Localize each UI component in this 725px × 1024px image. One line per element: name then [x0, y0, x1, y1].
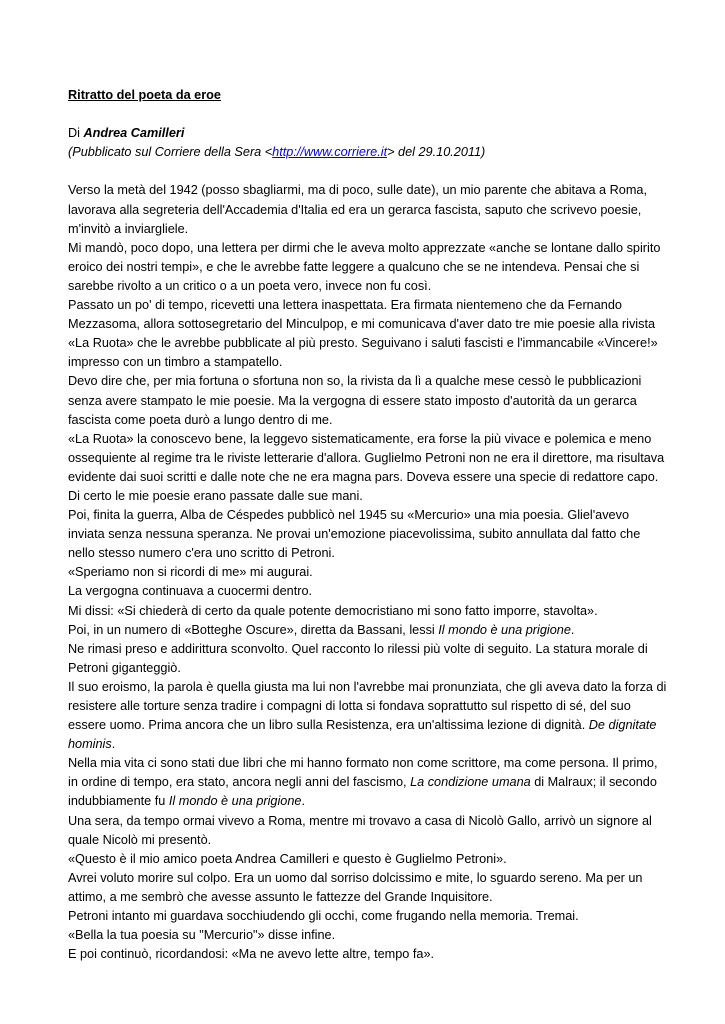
- paragraph-text: Ne rimasi preso e addirittura sconvolto. Quel racconto lo rilessi più volte di seguito. La statura morale di Petroni giganteggiò.: [68, 641, 648, 675]
- paragraph-text: Poi, finita la guerra, Alba de Céspedes pubblicò nel 1945 su «Mercurio» una mia poesia. Gliel'avevo inviata senza nessuna speranza. Ne provai un'emozione piacevolissima, subito annullata dal fatto che nello stesso numero c'era uno scritto di Petroni.: [68, 508, 641, 561]
- spacer: [68, 162, 668, 181]
- body-paragraph: [68, 506, 668, 563]
- body-paragraph: [68, 372, 668, 429]
- body-paragraph: [68, 926, 668, 945]
- body-paragraph: [68, 582, 668, 601]
- spacer: [68, 105, 668, 124]
- paragraph-text: «Bella la tua poesia su "Mercurio"» disse infine.: [68, 928, 336, 943]
- italic-title: Il mondo è una prigione: [438, 622, 571, 637]
- body-paragraph: [68, 621, 668, 640]
- paragraph-text: .: [111, 737, 116, 752]
- paragraph-text: «Questo è il mio amico poeta Andrea Camilleri e questo è Guglielmo Petroni».: [68, 851, 507, 866]
- paragraph-text: Verso la metà del 1942 (posso sbagliarmi, ma di poco, sulle date), un mio parente che abitava a Roma, lavorava alla segreteria dell'Accademia d'Italia ed era un gerarca fascista, saputo che scrivevo poesie, m'invitò a inviargliele.: [68, 183, 648, 236]
- body-paragraph: [68, 678, 668, 754]
- body-paragraph: [68, 181, 668, 238]
- paragraph-text: Mi dissi: «Si chiederà di certo da quale potente democristiano mi sono fatto imporre, stavolta».: [68, 603, 598, 618]
- body-paragraph: [68, 430, 668, 506]
- paragraph-text: Mi mandò, poco dopo, una lettera per dirmi che le aveva molto apprezzate «anche se lontane dallo spirito eroico dei nostri tempi», e che le avrebbe fatte leggere a qualcuno che se ne intendeva. Pensai che si sarebbe rivolto a un critico o a un poeta vero, invece non fu così.: [68, 240, 661, 293]
- italic-title: La condizione umana: [410, 775, 531, 790]
- document-page: [68, 86, 668, 964]
- body-paragraph: [68, 869, 668, 907]
- body-paragraph: [68, 754, 668, 811]
- paragraph-text: Una sera, da tempo ormai vivevo a Roma, mentre mi trovavo a casa di Nicolò Gallo, arrivò un signore al quale Nicolò mi presentò.: [68, 813, 652, 847]
- paragraph-text: .: [570, 622, 575, 637]
- body-paragraph: [68, 812, 668, 850]
- source-link[interactable]: http://www.corriere.it: [272, 145, 388, 160]
- author-name: Andrea Camilleri: [83, 126, 185, 141]
- byline: [68, 124, 668, 143]
- body-paragraph: [68, 296, 668, 372]
- body-paragraph: [68, 640, 668, 678]
- paragraph-text: Il suo eroismo, la parola è quella giusta ma lui non l'avrebbe mai pronunziata, che gli aveva dato la forza di resistere alle torture senza tradire i compagni di lotta si fondava soprattutto sul rispetto di sé, del suo essere uomo. Prima ancora che un libro sulla Resistenza, era un'altissima lezione di dignità.: [68, 679, 667, 733]
- body-paragraph: [68, 602, 668, 621]
- paragraph-text: «La Ruota» la conoscevo bene, la leggevo sistematicamente, era forse la più vivace e polemica e meno ossequiente al regime tra le riviste letterarie d'allora. Guglielmo Petroni non ne era il direttore, ma risultava evidente dai suoi scritti e dalle note che ne era magna pars. Doveva essere una specie di redattore capo. Di certo le mie poesie erano passate dalle sue mani.: [68, 431, 665, 503]
- paragraph-text: La vergogna continuava a cuocermi dentro.: [68, 584, 313, 599]
- paragraph-text: Petroni intanto mi guardava socchiudendo gli occhi, come frugando nella memoria. Tremai.: [68, 909, 579, 924]
- paragraph-text: Poi, in un numero di «Botteghe Oscure», diretta da Bassani, lessi: [68, 622, 439, 637]
- paragraph-text: di Malraux; il secondo indubbiamente fu: [68, 775, 657, 809]
- paragraph-text: Devo dire che, per mia fortuna o sfortuna non so, la rivista da lì a qualche mese cessò le pubblicazioni senza avere stampato le mie poesie. Ma la vergogna di essere stato imposto d'autorità da un gerarca fascista come poeta durò a lungo dentro di me.: [68, 374, 642, 427]
- paragraph-text: Nella mia vita ci sono stati due libri che mi hanno formato non come scrittore, ma come persona. Il primo, in ordine di tempo, era stato, ancora negli anni del fascismo,: [68, 756, 658, 790]
- byline-prefix: Di: [68, 126, 84, 141]
- italic-title: Il mondo è una prigione: [168, 794, 302, 809]
- publication-after: > del 29.10.2011): [387, 145, 486, 160]
- body-paragraph: [68, 907, 668, 926]
- body-paragraph: [68, 945, 668, 964]
- publication-before: (Pubblicato sul Corriere della Sera <: [68, 145, 273, 160]
- paragraph-text: .: [301, 794, 306, 809]
- body-paragraph: [68, 239, 668, 296]
- article-body: [68, 181, 668, 964]
- body-paragraph: [68, 850, 668, 869]
- body-paragraph: [68, 563, 668, 582]
- article-title: Ritratto del poeta da eroe: [68, 88, 221, 102]
- paragraph-text: E poi continuò, ricordandosi: «Ma ne avevo lette altre, tempo fa».: [68, 947, 435, 962]
- paragraph-text: Passato un po' di tempo, ricevetti una lettera inaspettata. Era firmata nientemeno che da Fernando Mezzasoma, allora sottosegretario del Minculpop, e mi comunicava d'aver dato tre mie poesie alla rivista «La Ruota» che le avrebbe pubblicate al più presto. Seguivano i saluti fascisti e l'immancabile «Vincere!» impresso con un timbro a stampatello.: [68, 298, 658, 370]
- paragraph-text: «Speriamo non si ricordi di me» mi augurai.: [68, 565, 313, 580]
- publication-info: [68, 143, 668, 162]
- italic-title: De dignitate hominis: [68, 718, 657, 752]
- paragraph-text: Avrei voluto morire sul colpo. Era un uomo dal sorriso dolcissimo e mite, lo sguardo sereno. Ma per un attimo, a me sembrò che avesse assunto le fattezze del Grande Inquisitore.: [68, 870, 643, 904]
